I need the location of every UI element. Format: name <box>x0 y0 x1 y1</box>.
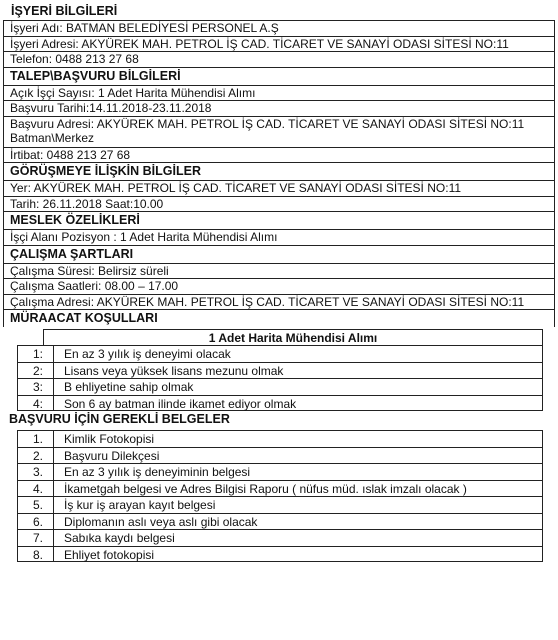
list-item-text: En az 3 yılık iş deneyiminin belgesi <box>64 465 251 479</box>
list-item-text: Ehliyet fotokopisi <box>64 547 155 562</box>
acik-isci-sayisi: Açık İşçi Sayısı: 1 Adet Harita Mühendisi Alımı <box>3 85 555 101</box>
list-item-text: En az 3 yılık iş deneyimi olacak <box>64 347 231 361</box>
list-item <box>17 362 543 379</box>
gorusme-tarih: Tarih: 26.11.2018 Saat:10.00 <box>3 196 555 212</box>
list-item <box>17 378 543 395</box>
list-item-text: Başvuru Dilekçesi <box>64 448 160 463</box>
section-calisma <box>3 263 555 311</box>
list-item <box>17 463 543 480</box>
list-item-text: İş kur iş arayan kayıt belgesi <box>64 498 216 512</box>
list-item-text: İkametgah belgesi ve Adres Bilgisi Raporu ( nüfus müd. ıslak imzalı olacak ) <box>64 481 467 496</box>
calisma-adresi: Çalışma Adresi: AKYÜREK MAH. PETROL İŞ CAD. TİCARET VE SANAYİ ODASI SİTESİ NO:11 <box>3 294 555 310</box>
section-title-isyeri: İŞYERİ BİLGİLERİ <box>11 4 118 18</box>
calisma-saatleri: Çalışma Saatleri: 08.00 – 17.00 <box>3 278 555 294</box>
irtibat: İrtibat: 0488 213 27 68 <box>3 147 555 163</box>
calisma-suresi: Çalışma Süresi: Belirsiz süreli <box>3 263 555 279</box>
muracaat-list <box>17 345 543 411</box>
list-item-number: 6. <box>18 514 54 530</box>
list-item-number: 4. <box>18 481 54 497</box>
document-page <box>3 3 555 562</box>
section-title-muracaat: MÜRAACAT KOŞULLARI <box>3 310 555 327</box>
list-item <box>17 430 543 447</box>
list-item <box>17 480 543 497</box>
list-item-number: 3. <box>18 464 54 480</box>
list-item-number: 5. <box>18 497 54 513</box>
section-title-calisma: ÇALIŞMA ŞARTLARI <box>3 246 555 263</box>
basvuru-tarihi: Başvuru Tarihi:14.11.2018-23.11.2018 <box>3 100 555 116</box>
list-item-number: 1: <box>18 346 54 362</box>
isyeri-adresi: İşyeri Adresi: AKYÜREK MAH. PETROL İŞ CAD. TİCARET VE SANAYİ ODASI SİTESİ NO:11 <box>3 36 555 52</box>
section-title-talep: TALEP\BAŞVURU BİLGİLERİ <box>3 68 555 85</box>
section-gorusme <box>3 180 555 212</box>
isci-alani-pozisyon: İşçi Alanı Pozisyon : 1 Adet Harita Mühendisi Alımı <box>3 229 555 245</box>
list-item-number: 1. <box>18 431 54 447</box>
list-item-text: Diplomanın aslı veya aslı gibi olacak <box>64 514 258 529</box>
list-item-number: 4: <box>18 396 54 411</box>
belgeler-list <box>17 430 543 562</box>
list-item-number: 8. <box>18 547 54 562</box>
muracaat-heading: 1 Adet Harita Mühendisi Alımı <box>43 329 543 345</box>
list-item-text: Sabıka kaydı belgesi <box>64 531 175 545</box>
section-title-gorusme: GÖRÜŞMEYE İLİŞKİN BİLGİLER <box>3 163 555 180</box>
list-item <box>17 513 543 530</box>
isyeri-adi: İşyeri Adı: BATMAN BELEDİYESİ PERSONEL A.Ş <box>3 20 555 36</box>
section-title-meslek: MESLEK ÖZELİKLERİ <box>3 212 555 229</box>
list-item-number: 2: <box>18 363 54 379</box>
section-isyeri <box>3 20 555 68</box>
isyeri-telefon: Telefon: 0488 213 27 68 <box>3 51 555 67</box>
list-item-number: 2. <box>18 448 54 464</box>
list-item-number: 3: <box>18 379 54 395</box>
list-item <box>17 447 543 464</box>
list-item-text: Kimlik Fotokopisi <box>64 432 155 446</box>
list-item <box>17 529 543 546</box>
list-item <box>17 496 543 513</box>
list-item-text: Lisans veya yüksek lisans mezunu olmak <box>64 363 284 378</box>
list-item <box>17 345 543 362</box>
section-talep <box>3 85 555 164</box>
list-item-text: B ehliyetine sahip olmak <box>64 380 194 394</box>
basvuru-adresi: Başvuru Adresi: AKYÜREK MAH. PETROL İŞ CAD. TİCARET VE SANAYİ ODASI SİTESİ NO:11 Batman\Merkez <box>3 116 555 147</box>
gorusme-yer: Yer: AKYÜREK MAH. PETROL İŞ CAD. TİCARET VE SANAYİ ODASI SİTESİ NO:11 <box>3 180 555 196</box>
section-meslek <box>3 229 555 246</box>
section-title-belgeler: BAŞVURU İÇİN GEREKLİ BELGELER <box>9 412 230 426</box>
list-item-text: Son 6 ay batman ilinde ikamet ediyor olmak <box>64 396 297 411</box>
list-item <box>17 546 543 563</box>
list-item-number: 7. <box>18 530 54 546</box>
list-item <box>17 395 543 412</box>
